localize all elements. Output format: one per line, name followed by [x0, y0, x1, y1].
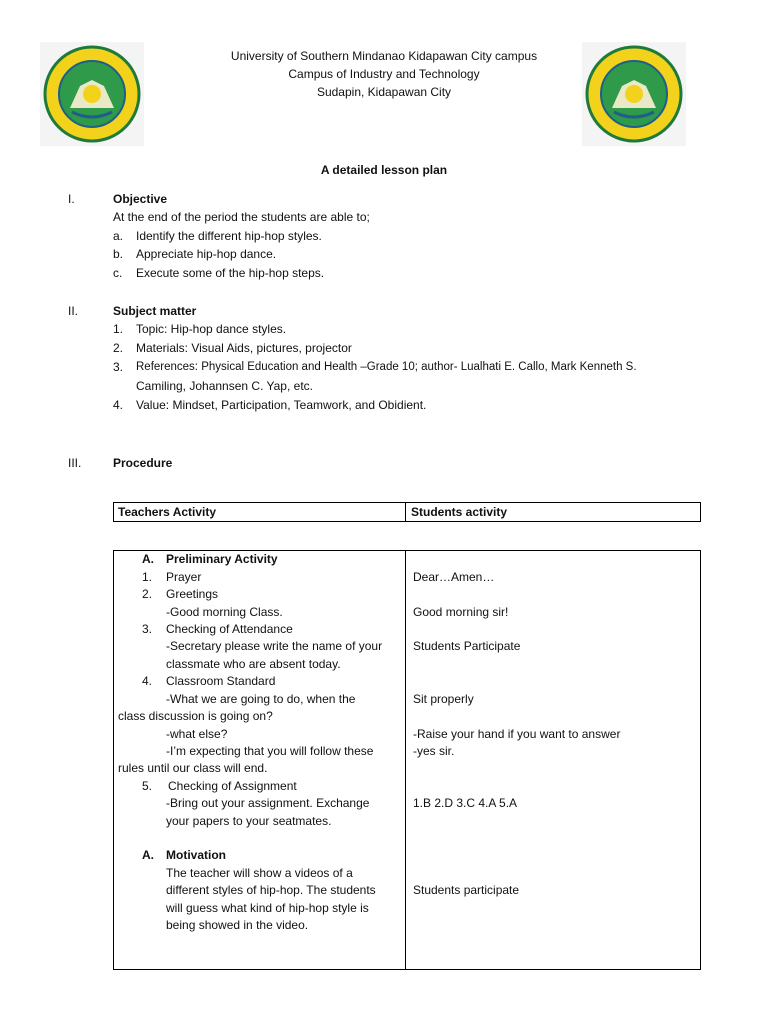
column-divider: [405, 502, 406, 522]
teacher-line: being showed in the video.: [166, 918, 309, 932]
section-heading-subject: Subject matter: [113, 304, 197, 318]
objective-item: Execute some of the hip-hop steps.: [136, 266, 325, 280]
objective-item: Identify the different hip-hop styles.: [136, 229, 322, 243]
student-response: Dear…Amen…: [413, 570, 495, 584]
list-marker: 2.: [142, 587, 153, 601]
teacher-line: rules until our class will end.: [118, 761, 268, 775]
teacher-step: Prayer: [166, 570, 202, 584]
teacher-line: classmate who are absent today.: [166, 657, 341, 671]
teacher-step: Classroom Standard: [166, 674, 276, 688]
header-teachers-activity: Teachers Activity: [118, 505, 217, 519]
teacher-line: -I’m expecting that you will follow these: [166, 744, 374, 758]
section-number: I.: [68, 192, 75, 206]
subject-item: Value: Mindset, Participation, Teamwork, and Obidient.: [136, 398, 427, 412]
student-response: Students participate: [413, 883, 520, 897]
list-marker: A.: [142, 552, 154, 566]
objective-item: Appreciate hip-hop dance.: [136, 247, 277, 261]
list-marker: 1.: [113, 322, 124, 336]
header-university: University of Southern Mindanao Kidapawan City campus: [230, 49, 538, 63]
student-response: Good morning sir!: [413, 605, 509, 619]
section-number: II.: [68, 304, 79, 318]
list-marker: A.: [142, 848, 154, 862]
header-students-activity: Students activity: [411, 505, 508, 519]
subject-item: Materials: Visual Aids, pictures, projector: [136, 341, 352, 355]
header-campus: Campus of Industry and Technology: [288, 67, 480, 81]
column-divider: [405, 550, 406, 970]
list-marker: 1.: [142, 570, 153, 584]
teacher-line: -What we are going to do, when the: [166, 692, 356, 706]
teacher-step-heading: Preliminary Activity: [166, 552, 278, 566]
header-address: Sudapin, Kidapawan City: [316, 85, 452, 99]
teacher-step: Checking of Assignment: [168, 779, 297, 793]
student-response: Students Participate: [413, 639, 521, 653]
list-marker: a.: [113, 229, 124, 243]
subject-item: Topic: Hip-hop dance styles.: [136, 322, 287, 336]
teacher-step: Greetings: [166, 587, 219, 601]
list-marker: 5.: [142, 779, 153, 793]
teacher-line: The teacher will show a videos of a: [166, 866, 353, 880]
list-marker: c.: [113, 266, 123, 280]
teacher-line: different styles of hip-hop. The students: [166, 883, 376, 897]
section-heading-objective: Objective: [113, 192, 168, 206]
objective-intro: At the end of the period the students are able to;: [113, 210, 370, 224]
subject-item: References: Physical Education and Health –Grade 10; author- Lualhati E. Callo, Mark Kenneth S.: [136, 361, 637, 373]
list-marker: 4.: [142, 674, 153, 688]
teacher-line: class discussion is going on?: [118, 709, 273, 723]
section-heading-procedure: Procedure: [113, 456, 173, 470]
teacher-line: -Bring out your assignment. Exchange: [166, 796, 370, 810]
section-number: III.: [68, 456, 82, 470]
student-response: -yes sir.: [413, 744, 455, 758]
student-response: 1.B 2.D 3.C 4.A 5.A: [413, 796, 518, 810]
teacher-line: -what else?: [166, 727, 228, 741]
page-title: A detailed lesson plan: [320, 163, 448, 177]
teacher-line: -Good morning Class.: [166, 605, 283, 619]
teacher-step: Checking of Attendance: [166, 622, 293, 636]
teacher-line: -Secretary please write the name of your: [166, 639, 383, 653]
student-response: -Raise your hand if you want to answer: [413, 727, 621, 741]
subject-item-continued: Camiling, Johannsen C. Yap, etc.: [136, 379, 313, 393]
teacher-step-heading: Motivation: [166, 848, 226, 862]
list-marker: 2.: [113, 341, 124, 355]
list-marker: 3.: [142, 622, 153, 636]
student-response: Sit properly: [413, 692, 474, 706]
teacher-line: will guess what kind of hip-hop style is: [166, 901, 369, 915]
teacher-line: your papers to your seatmates.: [166, 814, 332, 828]
list-marker: 4.: [113, 398, 124, 412]
list-marker: b.: [113, 247, 124, 261]
list-marker: 3.: [113, 360, 124, 374]
